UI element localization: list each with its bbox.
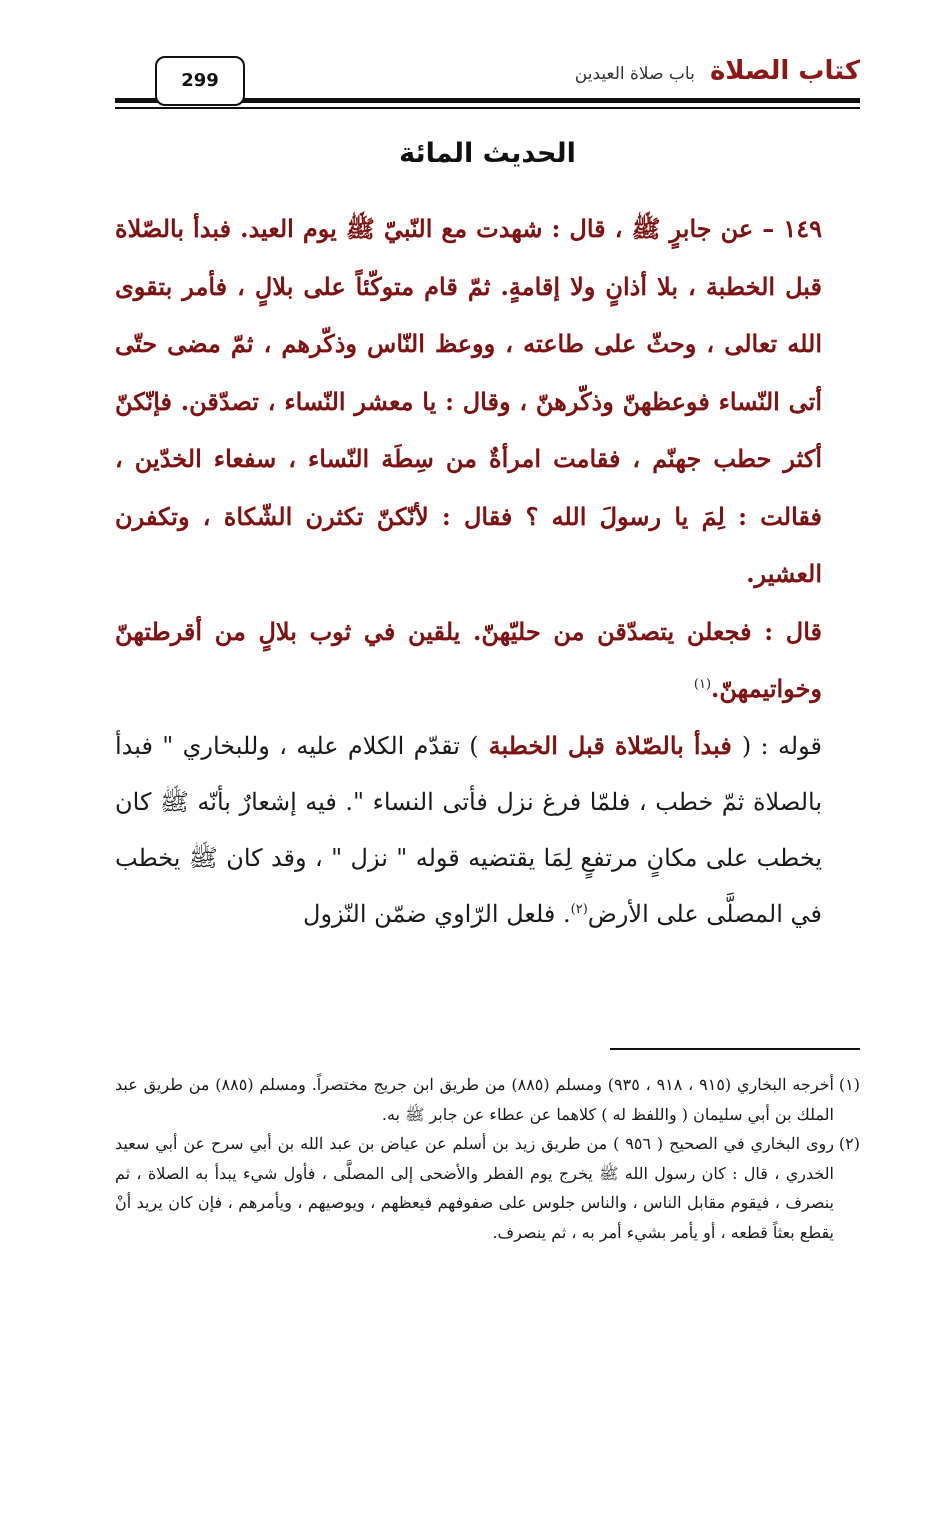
footnote-number-1: (١)	[838, 1075, 860, 1094]
footnote-separator	[610, 1048, 860, 1050]
hadith-continuation	[115, 603, 860, 718]
commentary-quote-close: )	[469, 731, 479, 760]
page-header	[115, 50, 860, 110]
hadith-body: ١٤٩ – عن جابرٍ ﷺ ، قال : شهدت مع النّبيّ ﷺ يوم العيد. فبدأ بالصّلاة قبل الخطبة ، بلا أذانٍ ولا إقامةٍ. ثمّ قام متوكّئاً على بلالٍ ، فأمر بتقوى الله تعالى ، وحثّ على طاعته ، ووعظ النّاس وذكّرهم ، ثمّ مضى حتّى أتى النّساء فوعظهنّ وذكّرهنّ ، وقال : يا معشر النّساء ، تصدّقن. فإنّكنّ أكثر حطب جهنّم ، فقامت امرأةٌ من سِطَة النّساء ، سفعاء الخدّين ، فقالت : لِمَ يا رسولَ الله ؟ فقال : لأنّكنّ تكثرن الشّكاة ، وتكفرن العشير.	[115, 214, 822, 588]
footnote-text-2: روى البخاري في الصحيح ( ٩٥٦ ) من طريق زيد بن أسلم عن عياض بن عبد الله بن أبي سرح عن أبي سعيد الخدري ، قال : كان رسول الله ﷺ يخرج يوم الفطر والأضحى إلى المصلَّى ، فأول شيء يبدأ به الصلاة ، ثم ينصرف ، فيقوم مقابل الناس ، والناس جلوس على صفوفهم فيعظهم ، ويوصيهم ، ويأمرهم ، فإن كان يريد أنْ يقطع بعثاً قطعه ، أو يأمر بشيء أمر به ، ثم ينصرف.	[115, 1134, 835, 1242]
commentary-text-end: . فلعل الرّاوي ضمّن النّزول	[303, 899, 571, 928]
footnote-2	[115, 1129, 860, 1247]
commentary-quote: فبدأ بالصّلاة قبل الخطبة	[478, 730, 742, 760]
commentary-label: قوله : (	[741, 731, 822, 760]
commentary-paragraph	[115, 718, 860, 942]
chapter-title: باب صلاة العيدين	[574, 64, 695, 84]
footnotes	[115, 1070, 860, 1247]
hadith-text	[115, 200, 860, 603]
book-title: كتاب الصلاة	[709, 56, 860, 86]
footnote-ref-2: (٢)	[570, 901, 588, 917]
footnote-text-1: أخرجه البخاري (٩١٥ ، ٩١٨ ، ٩٣٥) ومسلم (٨٨٥) من طريق ابن جريج مختصراً. ومسلم (٨٨٥) من طريق عبد الملك بن أبي سليمان ( واللفظ له ) كلاهما عن عطاء عن جابر ﷺ به.	[115, 1075, 834, 1124]
page-number-tab	[155, 56, 245, 106]
commentary-text: تقدّم الكلام عليه ، وللبخاري " فبدأ بالصلاة ثمّ خطب ، فلمّا فرغ نزل فأتى النساء ". فيه إشعارٌ بأنّه ﷺ كان يخطب على مكانٍ مرتفعٍ لِمَا يقتضيه قوله " نزل " ، وقد كان ﷺ يخطب في المصلَّى على الأرض	[115, 731, 822, 928]
footnote-1	[115, 1070, 860, 1129]
header-rule-thin	[115, 107, 860, 109]
hadith-continuation-text: قال : فجعلن يتصدّقن من حليّهنّ. يلقين في ثوب بلالٍ من أقرطتهنّ وخواتيمهنّ.	[115, 616, 822, 703]
running-title	[575, 56, 860, 86]
page-number: 299	[181, 70, 219, 91]
footnote-number-2: (٢)	[838, 1134, 860, 1153]
footnote-ref-1: (١)	[693, 677, 712, 692]
main-content	[115, 200, 860, 942]
section-title: الحديث المائة	[399, 138, 576, 169]
